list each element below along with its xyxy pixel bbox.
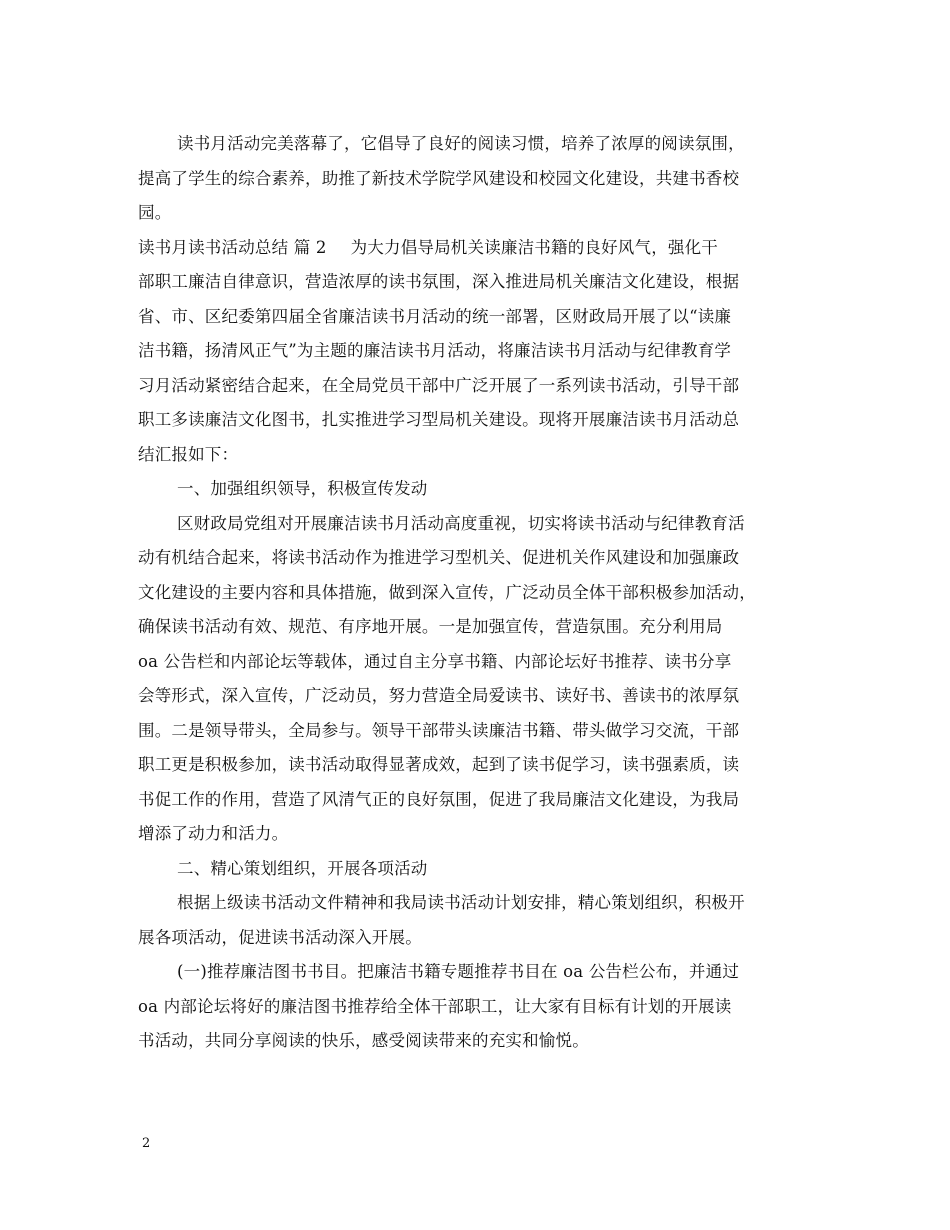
paragraph-line: oa 公告栏和内部论坛等载体，通过自主分享书籍、内部论坛好书推荐、读书分享 [138, 651, 732, 671]
paragraph-line: 职工多读廉洁文化图书，扎实推进学习型局机关建设。现将开展廉洁读书月活动总 [138, 410, 740, 429]
paragraph-line: 动有机结合起来，将读书活动作为推进学习型机关、促进机关作风建设和加强廉政 [138, 548, 740, 567]
paragraph-line: 文化建设的主要内容和具体措施，做到深入宣传，广泛动员全体干部积极参加活动， [138, 582, 756, 602]
paragraph-line: 读书月活动完美落幕了，它倡导了良好的阅读习惯，培养了浓厚的阅读氛围， [177, 134, 745, 153]
paragraph-line: 会等形式，深入宣传，广泛动员，努力营造全局爱读书、读好书、善读书的浓厚氛 [138, 686, 740, 705]
page-number: 2 [142, 1136, 151, 1151]
subheading-line: 一、加强组织领导，积极宣传发动 [177, 479, 428, 498]
paragraph-line: 习月活动紧密结合起来，在全局党员干部中广泛开展了一系列读书活动，引导干部 [138, 375, 740, 395]
section-heading-text: 为大力倡导局机关读廉洁书籍的良好风气，强化干 [350, 237, 718, 257]
paragraph-line: 书促工作的作用，营造了风清气正的良好氛围，促进了我局廉洁文化建设，为我局 [138, 789, 740, 809]
paragraph-line: 职工更是积极参加，读书活动取得显著成效，起到了读书促学习，读书强素质，读 [138, 755, 740, 774]
paragraph-line: 洁书籍，扬清风正气”为主题的廉洁读书月活动，将廉洁读书月活动与纪律教育学 [138, 341, 732, 360]
paragraph-line: 提高了学生的综合素养，助推了新技术学院学风建设和校园文化建设，共建书香校 [138, 168, 740, 188]
paragraph-line: 书活动，共同分享阅读的快乐，感受阅读带来的充实和愉悦。 [138, 1031, 589, 1050]
paragraph-line: 结汇报如下： [138, 444, 239, 464]
document-body [138, 127, 818, 1059]
paragraph-line: 增添了动力和活力。 [138, 824, 289, 843]
section-heading-title: 读书月读书活动总结 篇 2 [138, 237, 327, 257]
paragraph-line: 区财政局党组对开展廉洁读书月活动高度重视，切实将读书活动与纪律教育活 [177, 513, 745, 533]
paragraph-line: 部职工廉洁自律意识，营造浓厚的读书氛围，深入推进局机关廉洁文化建设，根据 [138, 272, 740, 291]
paragraph-line: 围。二是领导带头，全局参与。领导干部带头读廉洁书籍、带头做学习交流，干部 [138, 720, 740, 740]
section-heading-line [138, 231, 818, 266]
paragraph-line: (一)推荐廉洁图书书目。把廉洁书籍专题推荐书目在 oa 公告栏公布，并通过 [177, 962, 740, 981]
paragraph-line: oa 内部论坛将好的廉洁图书推荐给全体干部职工，让大家有目标有计划的开展读 [138, 996, 732, 1016]
paragraph-line: 省、市、区纪委第四届全省廉洁读书月活动的统一部署，区财政局开展了以“读廉 [138, 306, 732, 326]
paragraph-line: 园。 [138, 203, 172, 222]
paragraph-line: 根据上级读书活动文件精神和我局读书活动计划安排，精心策划组织，积极开 [177, 893, 745, 912]
paragraph-line: 展各项活动，促进读书活动深入开展。 [138, 927, 422, 947]
paragraph-line: 确保读书活动有效、规范、有序地开展。一是加强宣传，营造氛围。充分利用局 [138, 617, 723, 636]
subheading-line: 二、精心策划组织，开展各项活动 [177, 858, 428, 878]
